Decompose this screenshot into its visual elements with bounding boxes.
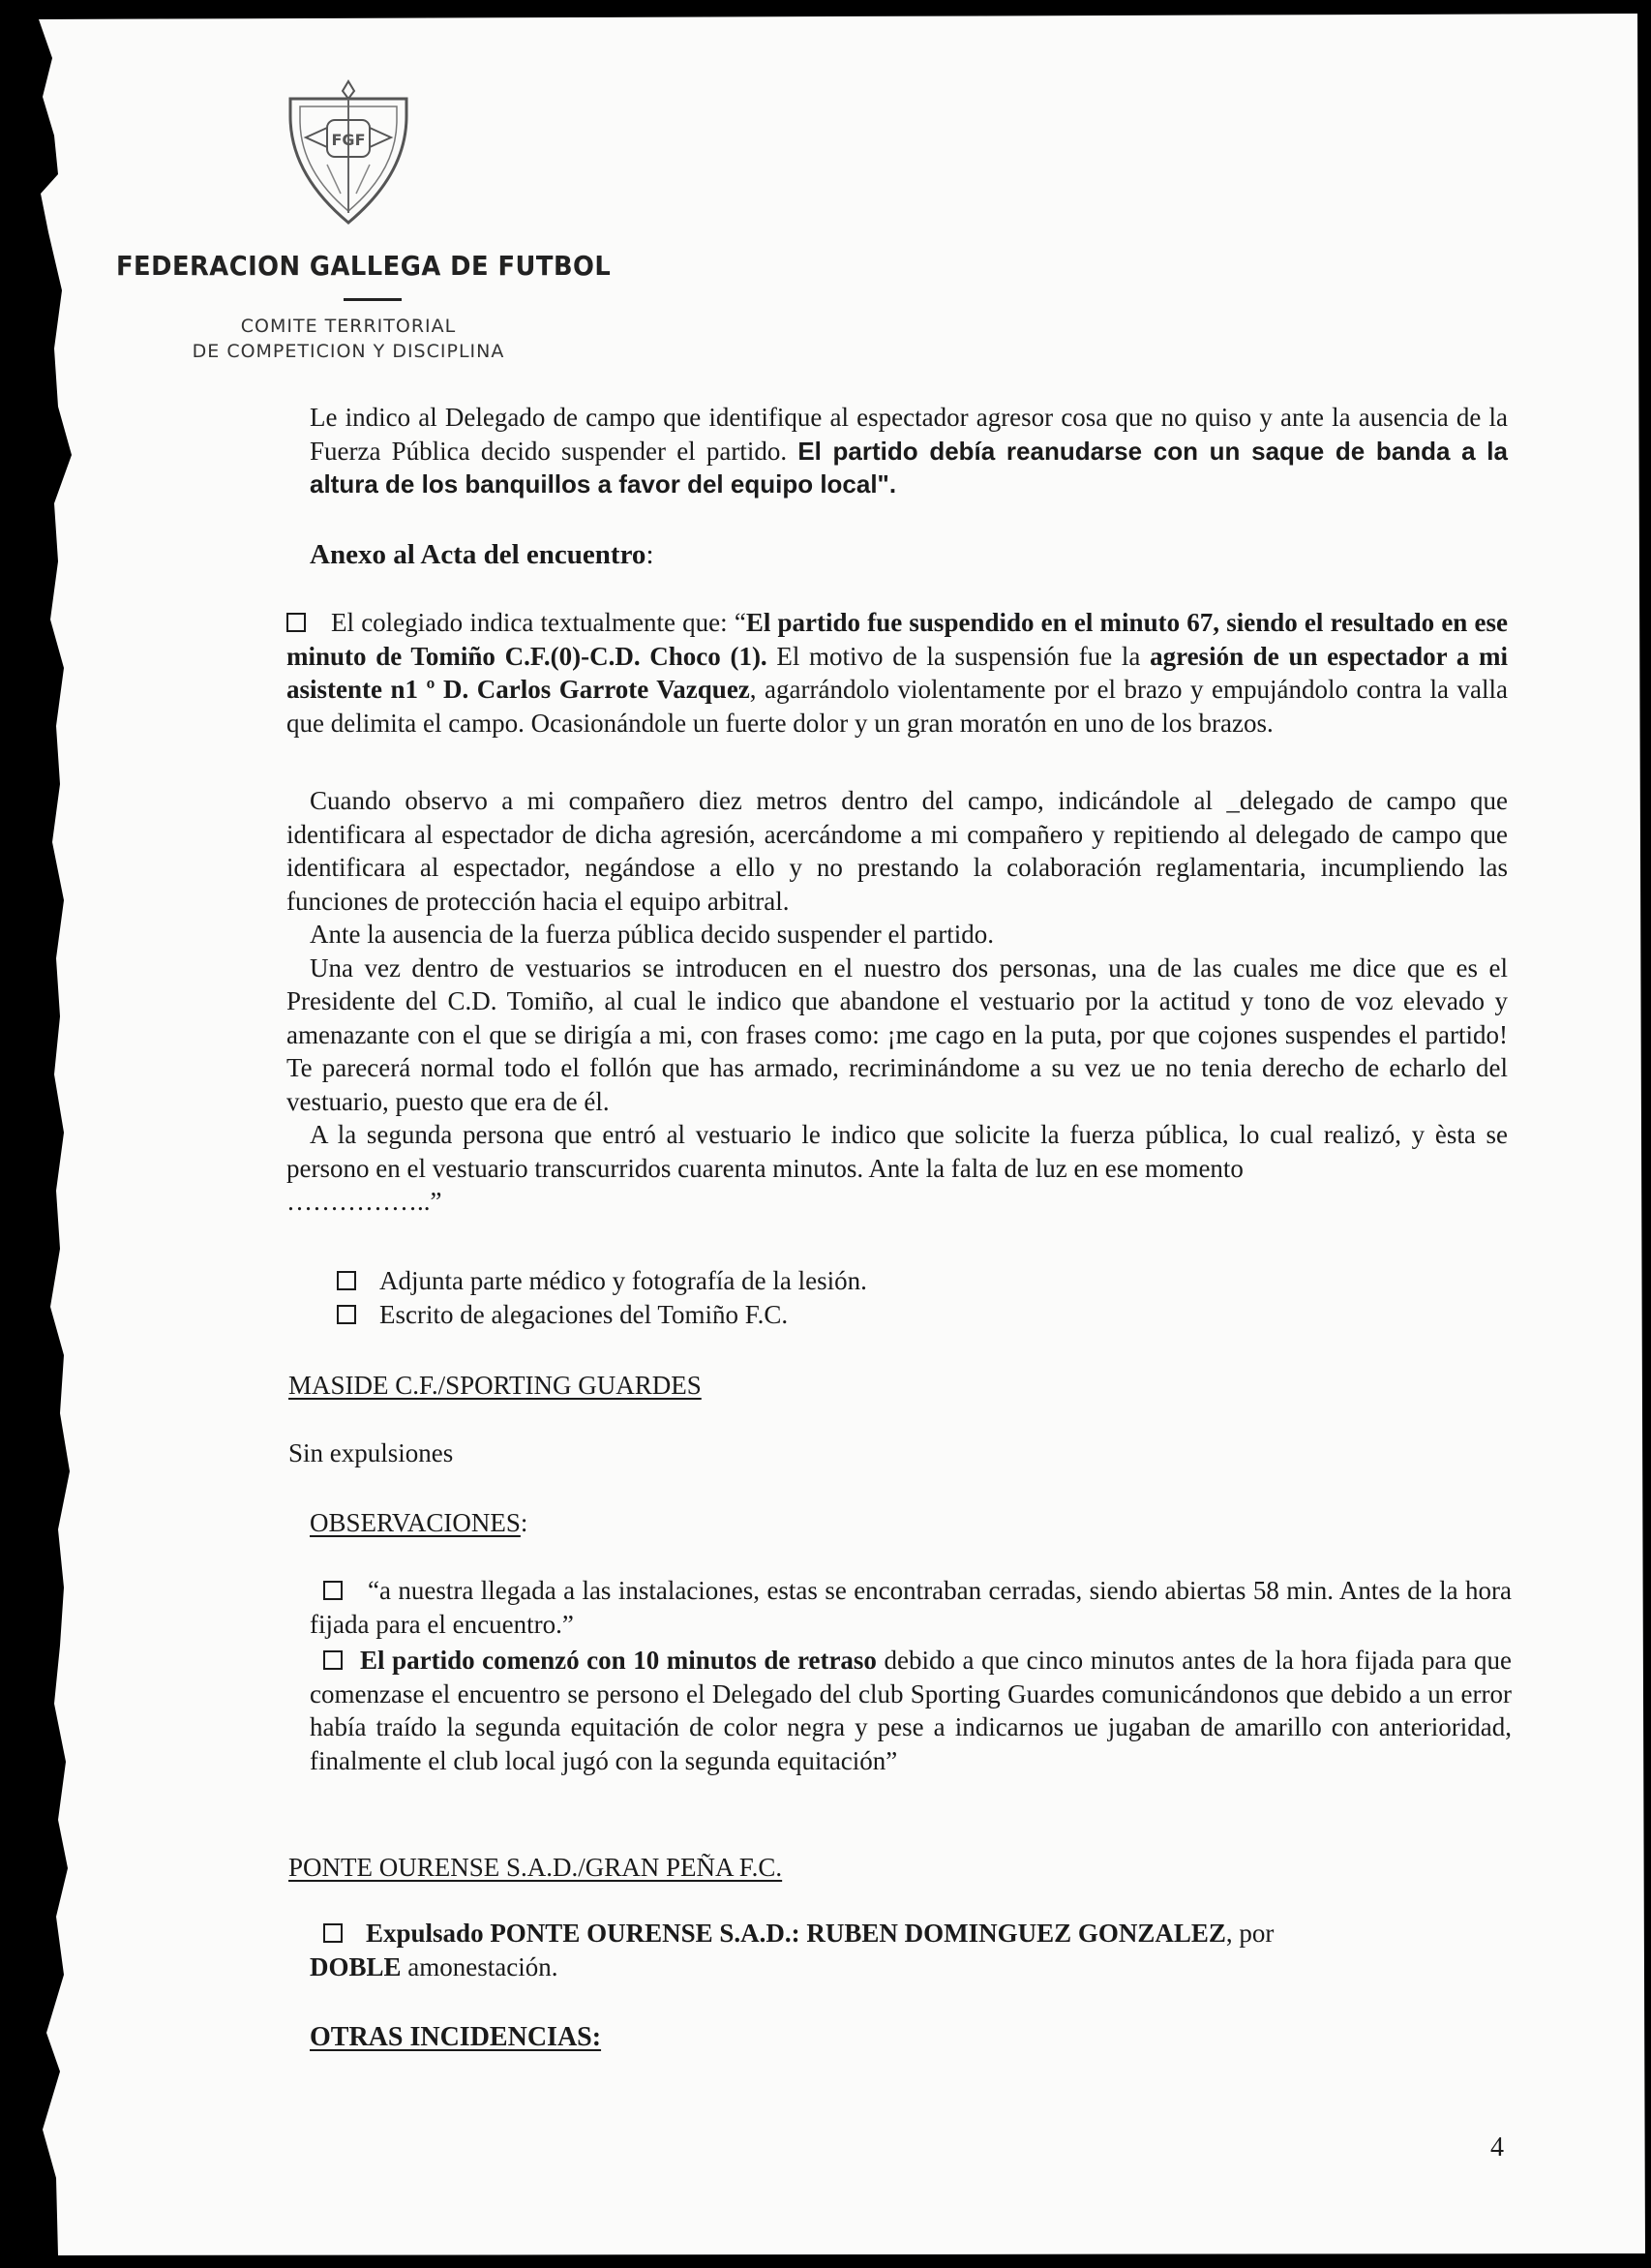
- annex-paragraph-4: Una vez dentro de vestuarios se introducen en el nuestro dos personas, una de las cuales me dice que es el Presidente del C.D. Tomiño, al cual le indico que abandone el vestuario por la actitud y tono de voz elevado y amenazante con el que se dirigía a mi, con frases como: ¡me cago en la puta, por que cojones suspendes el partido! Te parecerá normal todo el follón que has armado, recriminándome a su vez ue no tenia derecho de echarlo del vestuario, puesto que era de él.: [286, 953, 1508, 1116]
- attachment-item: [337, 1264, 867, 1298]
- annex-p1-bold1: El partido fue suspendido en el minuto 67, siendo el resultado en ese minuto de Tomiño C.F.(0)-C.D. Choco (1).: [286, 608, 1508, 671]
- annex-p1-lead: El colegiado indica textualmente que: “: [331, 608, 746, 637]
- observation-2-bold: El partido comenzó con 10 minutos de retraso: [360, 1646, 877, 1675]
- annex-paragraph-5: A la segunda persona que entró al vestuario le indico que solicite la fuerza pública, lo cual realizó, y èsta se persono en el vestuario transcurridos cuarenta minutos. Ante la falta de luz en ese momento: [286, 1120, 1508, 1183]
- annex-title: Anexo al Acta del encuentro: [310, 539, 646, 570]
- intro-paragraph: [310, 401, 1508, 501]
- annex-heading: [310, 538, 654, 572]
- annex-p1-mid: El motivo de la suspensión fue la: [766, 641, 1151, 671]
- attachment-item: [337, 1298, 867, 1332]
- checkbox-icon: [337, 1271, 356, 1290]
- expulsion-bold: Expulsado PONTE OURENSE S.A.D.: RUBEN DOMINGUEZ GONZALEZ: [366, 1919, 1226, 1948]
- annex-paragraph-3: Ante la ausencia de la fuerza pública decido suspender el partido.: [310, 920, 994, 949]
- match2-title: MASIDE C.F./SPORTING GUARDES: [288, 1371, 702, 1400]
- intro-text: Le indico al Delegado de campo que identifique al espectador agresor cosa que no quiso y ante la ausencia de la Fuerza Pública decido suspender el partido.: [310, 403, 1508, 466]
- annex-title-colon: :: [645, 539, 654, 570]
- observations-heading: [310, 1506, 527, 1540]
- match2-expulsions: Sin expulsiones: [288, 1438, 454, 1467]
- page-number: 4: [1490, 2132, 1504, 2162]
- observation-2-text: debido a que cinco minutos antes de la hora fijada para que comenzase el encuentro se persono el Delegado del club Sporting Guardes comunicándonos que debido a un error había traído la segunda equitación de color negra y pese a indicarnos ue jugaban de amarillo con anterioridad, finalmente el club local jugó con la segunda equitación”: [310, 1646, 1512, 1775]
- annex-p1-tail: , agarrándolo violentamente por el brazo y empujándolo contra la valla que delimita el campo. Ocasionándole un fuerte dolor y un gran moratón en uno de los brazos.: [286, 675, 1508, 738]
- attachment-label: Adjunta parte médico y fotografía de la lesión.: [379, 1266, 867, 1295]
- logo-monogram: FGF: [331, 131, 366, 149]
- committee-line-2: DE COMPETICION Y DISCIPLINA: [192, 341, 505, 362]
- attachment-label: Escrito de alegaciones del Tomiño F.C.: [379, 1299, 789, 1329]
- observation-1-text: “a nuestra llegada a las instalaciones, estas se encontraban cerradas, siendo abiertas 58 min. Antes de la hora fijada para el encuentro.”: [310, 1576, 1512, 1639]
- annex-paragraph-1: [286, 606, 1508, 740]
- committee-line-1: COMITE TERRITORIAL: [240, 316, 457, 337]
- observation-2: [310, 1644, 1512, 1777]
- expulsion-mid: , por: [1225, 1919, 1275, 1948]
- observations-title: OBSERVACIONES: [310, 1508, 521, 1537]
- federation-name: FEDERACION GALLEGA DE FUTBOL: [116, 250, 612, 282]
- checkbox-icon: [323, 1650, 343, 1670]
- federation-shield-logo: [271, 77, 426, 232]
- checkbox-icon: [337, 1305, 356, 1324]
- attachment-list: [337, 1264, 867, 1331]
- annex-paragraph-5-dots: ……………..”: [286, 1187, 442, 1216]
- match3-expulsion: [310, 1917, 1512, 1983]
- annex-body: [286, 784, 1508, 1219]
- expulsion-bold-2: DOBLE: [310, 1951, 402, 1981]
- checkbox-icon: [286, 613, 306, 632]
- observations-colon: :: [520, 1508, 528, 1537]
- header-rule: [344, 298, 402, 301]
- other-incidents-title: OTRAS INCIDENCIAS:: [310, 2022, 602, 2052]
- checkbox-icon: [323, 1581, 343, 1600]
- match3-title: PONTE OURENSE S.A.D./GRAN PEÑA F.C.: [288, 1853, 783, 1882]
- observation-1: [310, 1574, 1512, 1641]
- intro-bold-text: El partido debía reanudarse con un saque de banda a la altura de los banquillos a favor del equipo local".: [310, 436, 1508, 499]
- annex-paragraph-2: Cuando observo a mi compañero diez metros dentro del campo, indicándole al _delegado de campo que identificara al espectador de dicha agresión, acercándome a mi compañero y repitiendo al delegado de campo que identificara al espectador, negándose a ello y no prestando la colaboración reglamentaria, incumpliendo las funciones de protección hacia el equipo arbitral.: [286, 786, 1508, 916]
- annex-p1-bold2: agresión de un espectador a mi asistente n1 º D. Carlos Garrote Vazquez: [286, 641, 1508, 704]
- checkbox-icon: [323, 1923, 343, 1943]
- expulsion-tail: amonestación.: [401, 1951, 558, 1981]
